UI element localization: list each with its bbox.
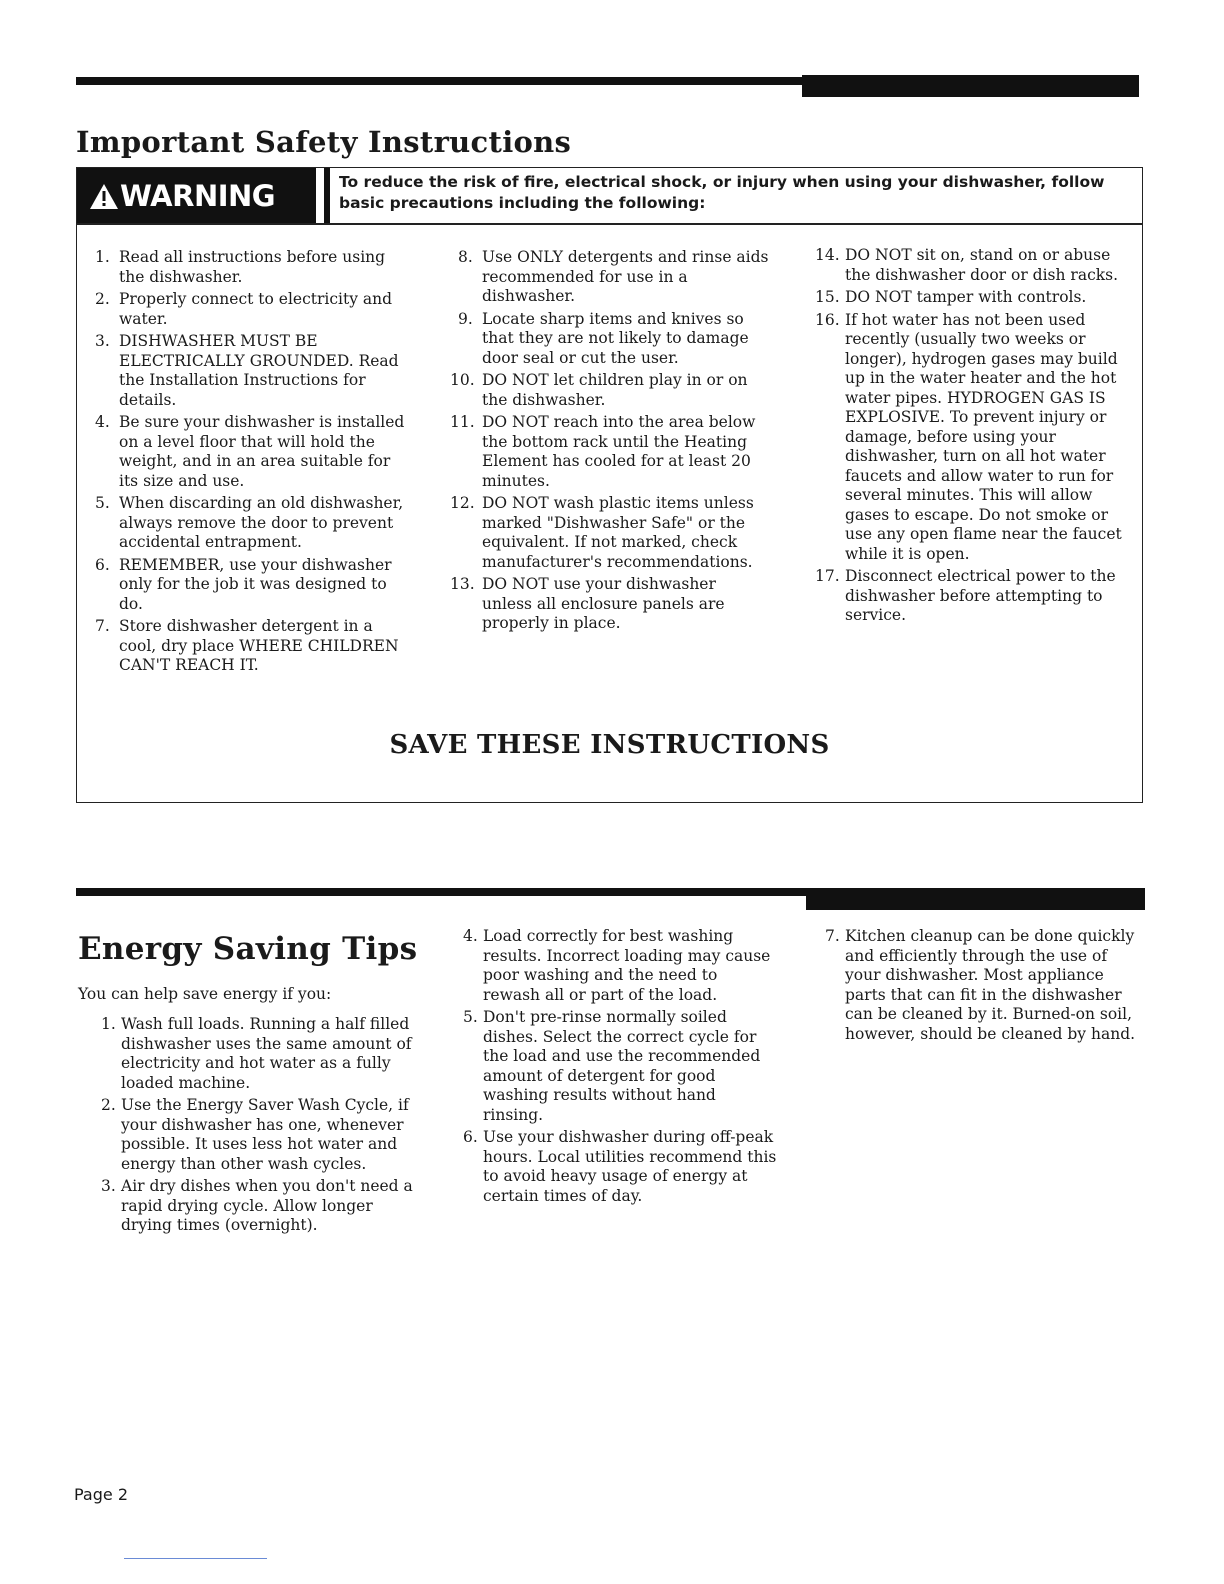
warning-text: To reduce the risk of fire, electrical shock, or injury when using your dishwasher, follow basic precautions including the following: [339, 173, 1105, 212]
list-item: 12. DO NOT wash plastic items unless marked "Dishwasher Safe" or the equivalent. If not marked, check manufacturer's recommendations. [450, 494, 754, 571]
list-item: 11. DO NOT reach into the area below the bottom rack until the Heating Element has cooled for at least 20 minutes. [450, 413, 756, 490]
energy-column-1 [101, 1015, 421, 1239]
page-number: Page 2 [74, 1485, 128, 1504]
section-rule-block [806, 888, 1145, 910]
list-item: 17. Disconnect electrical power to the dishwasher before attempting to service. [815, 567, 1116, 624]
list-item: 6. Use your dishwasher during off-peak hours. Local utilities recommend this to avoid heavy usage of energy at certain times of day. [463, 1128, 777, 1205]
energy-intro: You can help save energy if you: [78, 985, 332, 1003]
list-item: 9. Locate sharp items and knives so that they are not likely to damage door seal or cut the user. [458, 309, 749, 367]
energy-column-3 [825, 927, 1143, 1047]
list-item: 16. If hot water has not been used recently (usually two weeks or longer), hydrogen gases may build up in the water heater and the hot water pipes. HYDROGEN GAS IS EXPLOSIVE. To prevent injury or damage, before using your dishwasher, turn on all hot water faucets and allow water to run for several minutes. This will allow gases to escape. Do not smoke or use any open flame near the faucet while it is open. [815, 310, 1122, 563]
list-item: 2. Use the Energy Saver Wash Cycle, if your dishwasher has one, whenever possible. It uses less hot water and energy than other wash cycles. [101, 1096, 409, 1173]
list-item: 3. DISHWASHER MUST BE ELECTRICALLY GROUNDED. Read the Installation Instructions for details. [95, 332, 399, 409]
warning-badge [77, 168, 316, 223]
warning-triangle-icon [89, 182, 119, 210]
safety-column-1 [95, 248, 409, 679]
list-item: 7. Store dishwasher detergent in a cool, dry place WHERE CHILDREN CAN'T REACH IT. [95, 617, 399, 674]
safety-title: Important Safety Instructions [76, 125, 572, 159]
list-item: 4. Be sure your dishwasher is installed on a level floor that will hold the weight, and in an area suitable for its size and use. [95, 413, 405, 490]
safety-column-2 [450, 248, 770, 637]
list-item: 14. DO NOT sit on, stand on or abuse the dishwasher door or dish racks. [815, 246, 1119, 284]
energy-title: Energy Saving Tips [78, 931, 418, 967]
list-item: 5. When discarding an old dishwasher, always remove the door to prevent accidental entrapment. [95, 494, 404, 551]
footer-line [124, 1558, 267, 1559]
list-item: 1. Wash full loads. Running a half filled dishwasher uses the same amount of electricity and hot water as a fully loaded machine. [101, 1015, 412, 1092]
list-item: 2. Properly connect to electricity and water. [95, 290, 393, 328]
warning-label: WARNING [120, 178, 276, 213]
safety-column-3 [815, 246, 1137, 629]
list-item: 8. Use ONLY detergents and rinse aids recommended for use in a dishwasher. [458, 248, 769, 305]
list-item: 13. DO NOT use your dishwasher unless all enclosure panels are properly in place. [450, 575, 725, 632]
energy-column-2 [463, 927, 778, 1209]
safety-box [76, 167, 1143, 803]
list-item: 6. REMEMBER, use your dishwasher only for the job it was designed to do. [95, 555, 392, 613]
list-item: 4. Load correctly for best washing results. Incorrect loading may cause poor washing and the need to rewash all or part of the load. [463, 927, 771, 1004]
list-item: 7. Kitchen cleanup can be done quickly and efficiently through the use of your dishwasher. Most appliance parts that can fit in the dishwasher can be cleaned by it. Burned-on soil, however, should be cleaned by hand. [825, 927, 1136, 1043]
list-item: 15. DO NOT tamper with controls. [815, 288, 1087, 306]
top-rule-block [802, 75, 1139, 97]
list-item: 10. DO NOT let children play in or on the dishwasher. [450, 371, 748, 409]
save-instructions-heading: SAVE THESE INSTRUCTIONS [389, 730, 830, 760]
list-item: 5. Don't pre-rinse normally soiled dishes. Select the correct cycle for the load and use the recommended amount of detergent for good washing results without hand rinsing. [463, 1008, 761, 1124]
list-item: 3. Air dry dishes when you don't need a rapid drying cycle. Allow longer drying times (overnight). [101, 1177, 413, 1234]
list-item: 1. Read all instructions before using the dishwasher. [95, 248, 386, 286]
